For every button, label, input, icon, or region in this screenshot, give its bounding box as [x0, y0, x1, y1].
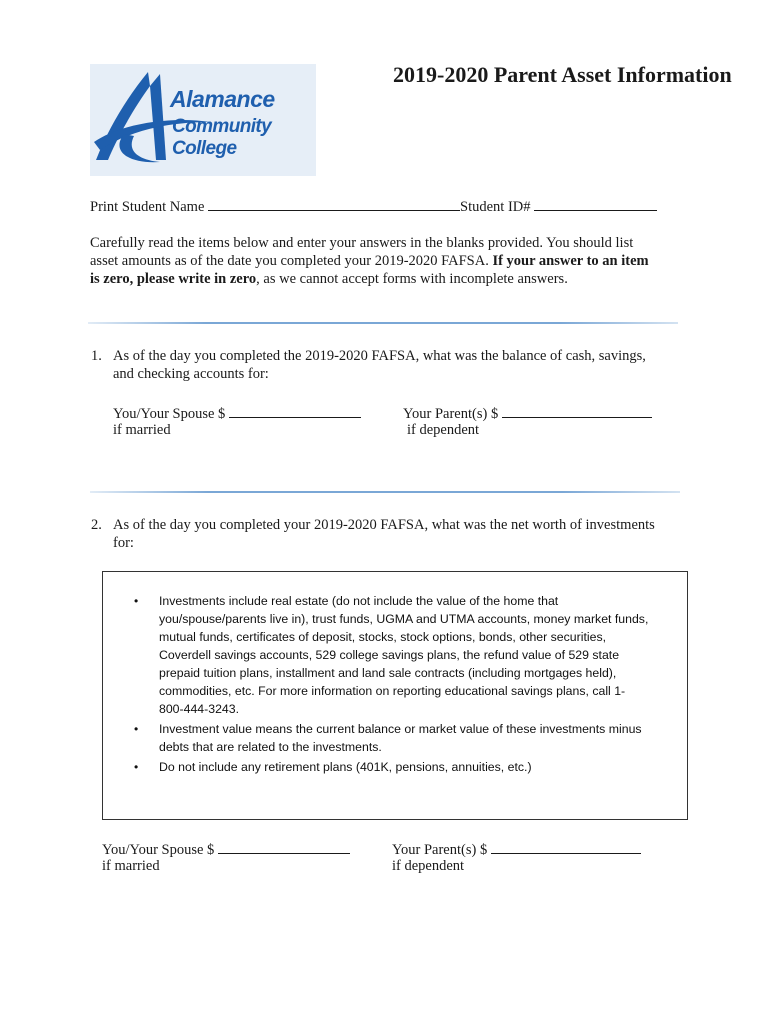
q2-number: 2. — [91, 517, 102, 533]
bullet-line: Do not include any retirement plans (401K, pensions, annuities, etc.) — [159, 760, 532, 774]
q1-number: 1. — [91, 348, 102, 364]
student-id-field[interactable] — [534, 197, 657, 211]
student-info-line — [90, 197, 657, 216]
intro-line-2 — [90, 253, 649, 270]
q1-text-line1: As of the day you completed the 2019-2020 FAFSA, what was the balance of cash, savings, — [113, 348, 646, 364]
q2-parent-amount-field[interactable] — [491, 840, 641, 854]
investment-bullet-list — [121, 592, 661, 778]
intro-bold-text: If your answer to an item — [492, 253, 649, 269]
q1-spouse-amount-field[interactable] — [229, 404, 361, 418]
bullet-line: Investments include real estate (do not include the value of the home that — [159, 594, 559, 608]
q2-spouse-note: if married — [102, 858, 160, 874]
bullet-line: Coverdell savings accounts, 529 college savings plans, the refund value of 529 state — [159, 648, 620, 662]
intro-text: , as we cannot accept forms with incomplete answers. — [256, 271, 568, 287]
q2-parent-note: if dependent — [392, 858, 465, 874]
q1-parent-note: if dependent — [407, 422, 480, 438]
q1-spouse-note: if married — [113, 422, 171, 438]
intro-text: asset amounts as of the date you completed your 2019-2020 FAFSA. — [90, 253, 493, 269]
section-divider — [90, 491, 680, 493]
logo-text-line2: Community College — [172, 116, 272, 159]
bullet-line: 800-444-3243. — [159, 702, 239, 716]
q2-text-line2: for: — [113, 535, 134, 551]
q1-text-line2: and checking accounts for: — [113, 366, 269, 382]
logo-text-line1: Alamance — [170, 86, 275, 112]
student-id-label: Student ID# — [460, 199, 531, 215]
investment-info-box — [102, 571, 688, 820]
page-title: 2019-2020 Parent Asset Information — [393, 62, 732, 87]
bullet-line: debts that are related to the investments. — [159, 740, 382, 754]
bullet-line: commodities, etc. For more information on reporting educational savings plans, call 1- — [159, 684, 626, 698]
q2-spouse-label: You/Your Spouse $ — [102, 842, 215, 858]
section-divider — [88, 322, 678, 324]
student-name-field[interactable] — [208, 197, 460, 211]
bullet-icon: • — [134, 760, 139, 774]
list-item — [121, 592, 661, 718]
bullet-icon: • — [134, 594, 139, 608]
bullet-line: you/spouse/parents live in), trust funds, UGMA and UTMA accounts, money market funds, — [159, 612, 649, 626]
q1-spouse-row — [113, 404, 361, 423]
q1-parent-label: Your Parent(s) $ — [403, 406, 499, 422]
college-logo — [90, 64, 316, 176]
q2-parent-row — [392, 840, 641, 859]
q1-parent-row — [403, 404, 652, 423]
intro-line-3 — [90, 271, 568, 288]
q2-text-line1: As of the day you completed your 2019-2020 FAFSA, what was the net worth of investments — [113, 517, 655, 533]
intro-line-1: Carefully read the items below and enter your answers in the blanks provided. You should list — [90, 235, 634, 251]
student-name-label: Print Student Name — [90, 199, 205, 215]
q2-parent-label: Your Parent(s) $ — [392, 842, 488, 858]
q2-spouse-amount-field[interactable] — [218, 840, 350, 854]
q1-spouse-label: You/Your Spouse $ — [113, 406, 226, 422]
list-item — [121, 720, 661, 756]
list-item — [121, 758, 661, 776]
intro-bold-text: is zero, please write in zero — [90, 271, 257, 287]
bullet-icon: • — [134, 722, 139, 736]
q1-parent-amount-field[interactable] — [502, 404, 652, 418]
bullet-line: mutual funds, certificates of deposit, stocks, stock options, bonds, other securities, — [159, 630, 607, 644]
bullet-line: prepaid tuition plans, installment and land sale contracts (including mortgages held), — [159, 666, 617, 680]
q2-spouse-row — [102, 840, 350, 859]
bullet-line: Investment value means the current balance or market value of these investments minus — [159, 722, 642, 736]
